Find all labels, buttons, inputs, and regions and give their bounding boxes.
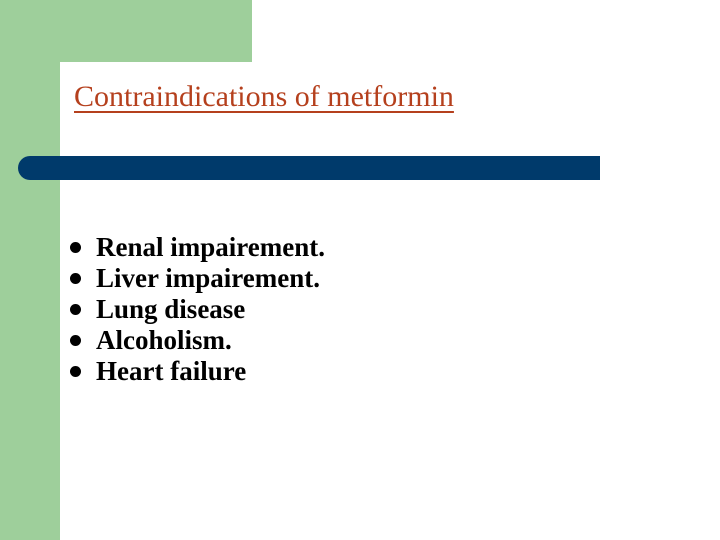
bullet-icon: [70, 335, 81, 346]
bullet-item: [70, 356, 325, 387]
bullet-item: [70, 325, 325, 356]
bullet-icon: [70, 273, 81, 284]
bullet-text: Alcoholism.: [96, 325, 232, 355]
bullet-item: [70, 263, 325, 294]
bullet-icon: [70, 304, 81, 315]
decorative-green-band-top: [0, 0, 252, 62]
bullet-text: Heart failure: [96, 356, 247, 386]
bullet-text: Liver impairement.: [96, 263, 320, 293]
bullet-text: Lung disease: [96, 294, 246, 324]
bullet-text: Renal impairement.: [96, 232, 325, 262]
bullet-item: [70, 232, 325, 263]
bullet-icon: [70, 242, 81, 253]
bullet-item: [70, 294, 325, 325]
slide-title: Contraindications of metformin: [74, 80, 454, 113]
bullet-list: [70, 232, 325, 387]
decorative-green-band-left: [0, 0, 60, 540]
decorative-divider-bar: [18, 156, 600, 180]
bullet-icon: [70, 366, 81, 377]
